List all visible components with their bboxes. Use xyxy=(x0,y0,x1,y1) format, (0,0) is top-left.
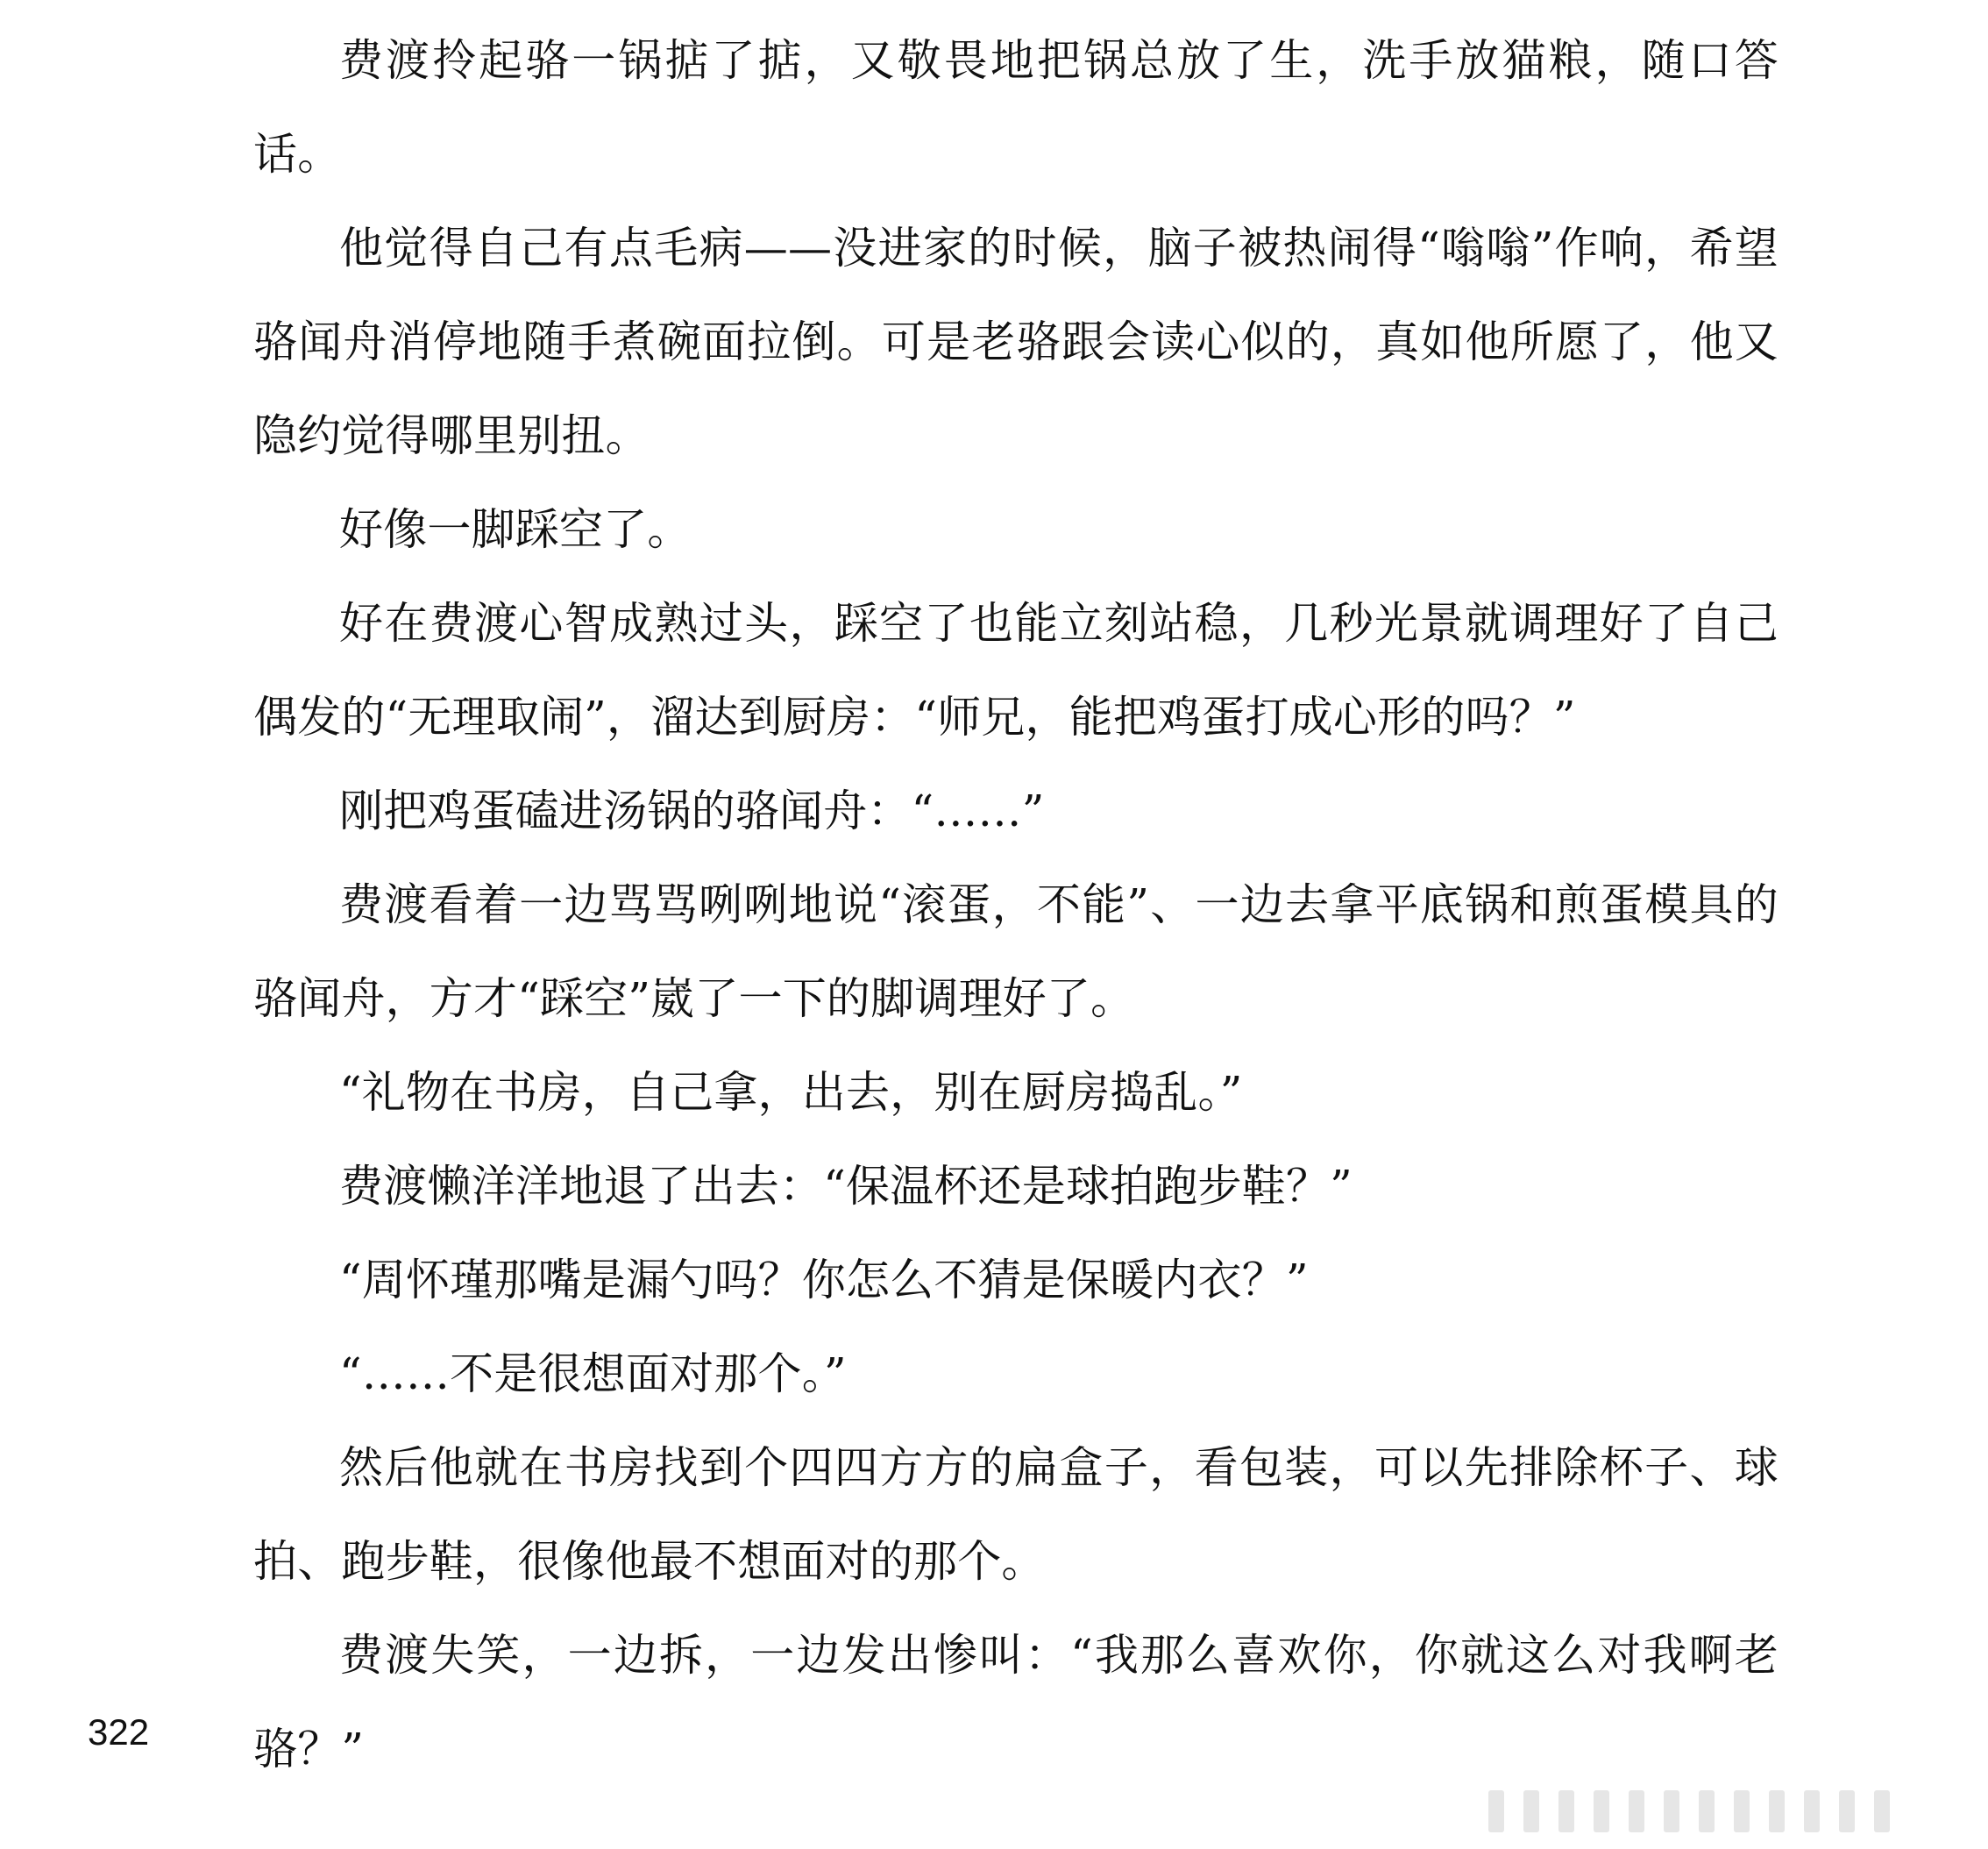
paragraph: 费渡拎起骆一锅掂了掂，又敬畏地把锅总放了生，洗手放猫粮，随口答话。 xyxy=(253,35,1779,180)
paragraph: 他觉得自己有点毛病——没进家的时候，脑子被热闹得“嗡嗡”作响，希望骆闻舟消停地随手煮碗面拉倒。可是老骆跟会读心似的，真如他所愿了，他又隐约觉得哪里别扭。 xyxy=(253,223,1779,461)
paragraph: “……不是很想面对那个。” xyxy=(339,1348,847,1399)
paragraph: “礼物在书房，自己拿，出去，别在厨房捣乱。” xyxy=(339,1067,1243,1118)
paragraph: 然后他就在书房找到个四四方方的扁盒子，看包装，可以先排除杯子、球拍、跑步鞋，很像他最不想面对的那个。 xyxy=(253,1442,1779,1587)
paragraph: 费渡失笑，一边拆，一边发出惨叫：“我那么喜欢你，你就这么对我啊老骆？” xyxy=(253,1630,1779,1774)
paragraph: 费渡看着一边骂骂咧咧地说“滚蛋，不能”、一边去拿平底锅和煎蛋模具的骆闻舟，方才“踩空”崴了一下的脚调理好了。 xyxy=(253,879,1779,1024)
body-text xyxy=(253,14,1779,1796)
scan-artifact xyxy=(1488,1790,1927,1832)
page-number: 322 xyxy=(88,1711,150,1753)
paragraph: 刚把鸡蛋磕进汤锅的骆闻舟：“……” xyxy=(339,786,1045,836)
paragraph: 好在费渡心智成熟过头，踩空了也能立刻站稳，几秒光景就调理好了自己偶发的“无理取闹”，溜达到厨房：“师兄，能把鸡蛋打成心形的吗？” xyxy=(253,598,1779,743)
paragraph: “周怀瑾那嘴是漏勺吗？你怎么不猜是保暖内衣？” xyxy=(339,1255,1309,1305)
paragraph: 费渡懒洋洋地退了出去：“保温杯还是球拍跑步鞋？” xyxy=(339,1161,1353,1212)
paragraph: 好像一脚踩空了。 xyxy=(339,504,692,555)
